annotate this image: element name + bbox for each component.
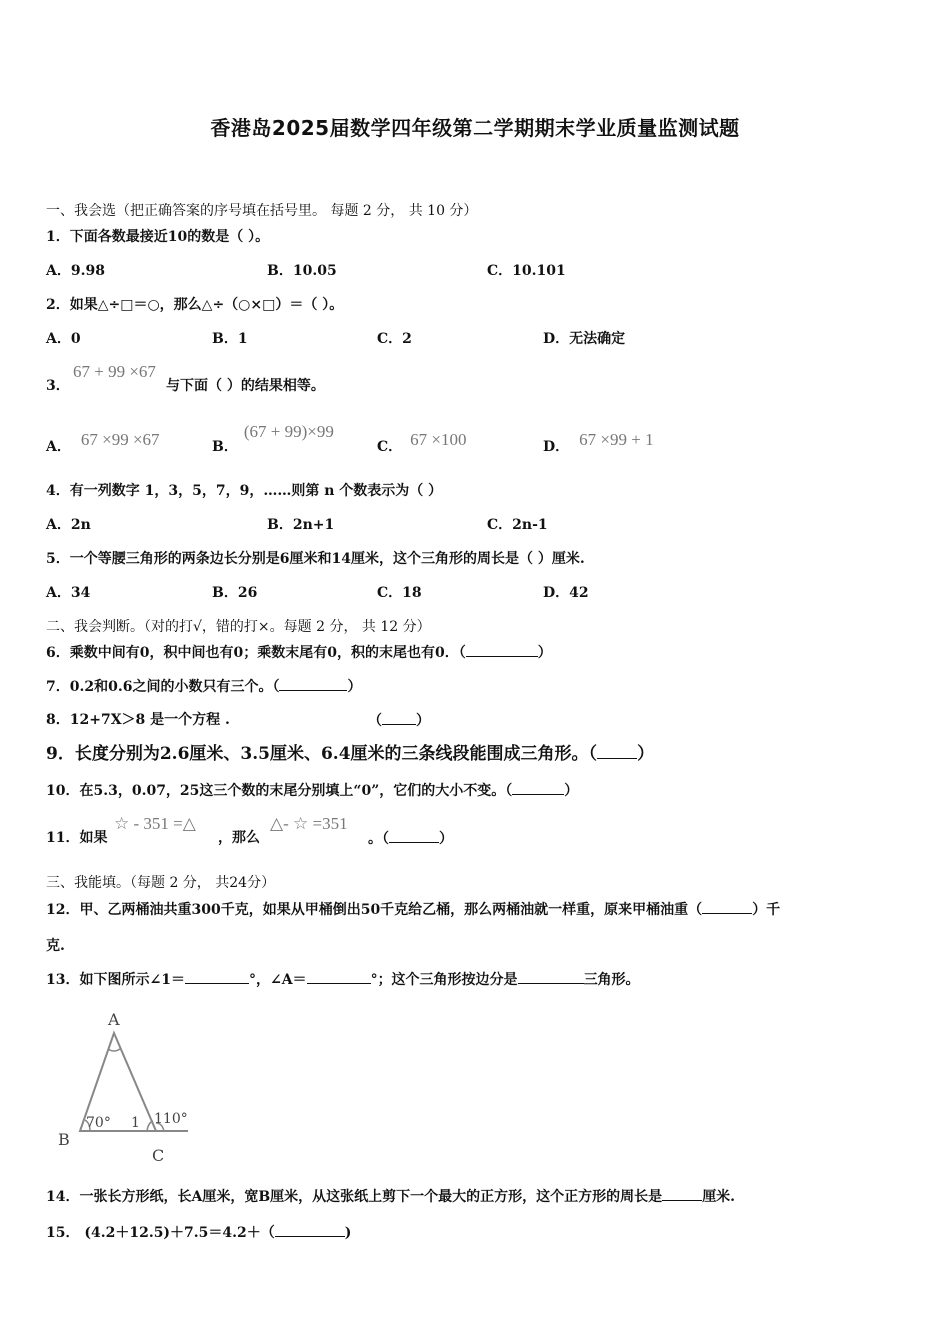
q1-option-b[interactable] xyxy=(267,261,337,281)
paren-close: ） xyxy=(637,744,655,764)
question-text: 9．长度分别为2.6厘米、3.5厘米、6.4厘米的三条线段能围成三角形。（ xyxy=(46,744,598,764)
option-value: 34 xyxy=(70,585,91,601)
option-letter: D． xyxy=(543,331,570,347)
question-13 xyxy=(46,969,640,990)
option-value: 2n+1 xyxy=(292,517,335,533)
option-value: 67 ×100 xyxy=(410,430,467,449)
answer-blank-angle-1[interactable] xyxy=(185,969,249,984)
option-value: 2n xyxy=(70,517,91,533)
question-text: 11．如果 xyxy=(46,830,108,846)
question-2: 2．如果△÷□＝○，那么△÷（○×□）＝（ ）。 xyxy=(46,297,344,313)
answer-blank-angle-a[interactable] xyxy=(307,969,371,984)
q2-option-b[interactable] xyxy=(212,329,248,349)
answer-blank[interactable] xyxy=(389,828,439,843)
option-letter: B． xyxy=(212,585,238,601)
q3-option-a[interactable] xyxy=(46,430,160,460)
answer-blank-triangle-type[interactable] xyxy=(518,969,584,984)
angle-b-label: 70° xyxy=(86,1115,111,1131)
q2-option-d[interactable] xyxy=(543,329,625,349)
question-number: 3． xyxy=(46,378,70,394)
option-letter: C． xyxy=(377,331,403,347)
q4-option-c[interactable] xyxy=(487,515,548,535)
question-text: ，那么 xyxy=(218,830,260,846)
question-text: 13．如下图所示∠1＝ xyxy=(46,972,185,988)
paren-close: ) xyxy=(344,1225,352,1241)
section-3-heading: 三、我能填。（每题 2 分， 共24分） xyxy=(46,875,276,891)
option-value: 67 ×99 ×67 xyxy=(80,430,160,449)
section-2-heading: 二、我会判断。（对的打√，错的打×。每题 2 分， 共 12 分） xyxy=(46,619,431,635)
answer-blank[interactable] xyxy=(466,642,538,657)
option-value: 9.98 xyxy=(70,263,105,279)
option-letter: B． xyxy=(212,331,238,347)
answer-blank[interactable] xyxy=(702,899,752,914)
q3-option-b[interactable] xyxy=(212,422,334,458)
answer-blank[interactable] xyxy=(512,780,564,795)
exterior-angle-label: 110° xyxy=(154,1111,188,1127)
option-value: 2n-1 xyxy=(512,517,548,533)
q1-option-c[interactable] xyxy=(487,261,566,281)
question-text: °，∠A＝ xyxy=(248,972,307,988)
question-12-continued: 克. xyxy=(46,938,65,954)
question-4: 4．有一列数字 1，3，5，7，9，……则第 n 个数表示为（ ） xyxy=(46,483,443,499)
q5-option-d[interactable] xyxy=(543,583,589,603)
paren-close: ） xyxy=(564,783,579,799)
option-value: 26 xyxy=(237,585,258,601)
paren-close: ） xyxy=(537,645,552,661)
paren-close: ） xyxy=(416,713,430,729)
question-text: 12．甲、乙两桶油共重300千克，如果从甲桶倒出50千克给乙桶，那么两桶油就一样重，原来甲桶油重（ xyxy=(46,902,703,918)
answer-blank[interactable] xyxy=(279,676,347,691)
option-letter: A． xyxy=(46,331,71,347)
option-letter: C． xyxy=(377,439,403,455)
triangle-figure xyxy=(52,1005,202,1165)
paren-close: ）千 xyxy=(752,902,781,918)
question-1: 1．下面各数最接近10的数是（ ）。 xyxy=(46,229,270,245)
option-letter: C． xyxy=(487,517,513,533)
q5-option-c[interactable] xyxy=(377,583,422,603)
question-6 xyxy=(46,642,552,663)
question-12 xyxy=(46,899,780,920)
q8-answer xyxy=(368,710,430,731)
option-value: 67 ×99 + 1 xyxy=(579,430,654,449)
paren-close: ） xyxy=(347,679,362,695)
option-letter: A． xyxy=(46,439,71,455)
option-letter: A． xyxy=(46,517,71,533)
option-letter: D． xyxy=(543,585,570,601)
vertex-c-label: C xyxy=(152,1146,165,1165)
option-value: 2 xyxy=(402,331,412,347)
question-text: 6．乘数中间有0，积中间也有0；乘数末尾有0，积的末尾也有0．（ xyxy=(46,645,466,661)
math-expression: △- ☆ =351 xyxy=(270,814,348,833)
angle-1-label: 1 xyxy=(131,1115,140,1131)
paren-open: 。（ xyxy=(368,831,389,847)
option-letter: C． xyxy=(377,585,403,601)
question-text: 14．一张长方形纸，长A厘米，宽B厘米，从这张纸上剪下一个最大的正方形，这个正方形的周长是 xyxy=(46,1189,663,1205)
question-5: 5．一个等腰三角形的两条边长分别是6厘米和14厘米，这个三角形的周长是（ ）厘米. xyxy=(46,551,585,567)
q2-option-a[interactable] xyxy=(46,329,81,349)
answer-blank[interactable] xyxy=(275,1222,345,1237)
q3-option-d[interactable] xyxy=(543,430,654,460)
option-value: 42 xyxy=(569,585,589,601)
question-15 xyxy=(46,1222,351,1243)
option-letter: A． xyxy=(46,585,71,601)
paren-open: （ xyxy=(368,713,382,729)
question-9 xyxy=(46,744,654,764)
question-text: 10．在5.3，0.07，25这三个数的末尾分别填上“0”，它们的大小不变。（ xyxy=(46,783,513,799)
question-text: 三角形。 xyxy=(583,972,640,988)
question-text: 厘米. xyxy=(702,1189,736,1205)
q4-option-a[interactable] xyxy=(46,515,91,535)
math-expression: ☆ - 351 =△ xyxy=(114,814,196,833)
question-14 xyxy=(46,1186,735,1207)
option-value: 10.05 xyxy=(292,263,337,279)
q3-option-c[interactable] xyxy=(377,430,467,460)
vertex-b-label: B xyxy=(58,1130,70,1149)
q1-option-a[interactable] xyxy=(46,261,105,281)
option-value: 10.101 xyxy=(512,263,566,279)
option-letter: B． xyxy=(267,263,293,279)
answer-blank[interactable] xyxy=(382,710,416,725)
q5-option-a[interactable] xyxy=(46,583,90,603)
question-text: 15． (4.2＋12.5)＋7.5＝4.2＋（ xyxy=(46,1225,275,1241)
option-value: (67 + 99)×99 xyxy=(243,422,334,441)
option-letter: B． xyxy=(267,517,293,533)
answer-blank[interactable] xyxy=(662,1186,702,1201)
option-value: 1 xyxy=(237,331,248,347)
q2-option-c[interactable] xyxy=(377,329,412,349)
q5-option-b[interactable] xyxy=(212,583,257,603)
angle-a-arc xyxy=(108,1049,120,1051)
option-letter: D． xyxy=(543,439,570,455)
option-value: 无法确定 xyxy=(569,331,626,347)
q4-option-b[interactable] xyxy=(267,515,334,535)
question-7 xyxy=(46,676,361,697)
question-10 xyxy=(46,780,578,801)
q11-answer xyxy=(368,828,453,849)
option-letter: A． xyxy=(46,263,71,279)
question-8 xyxy=(46,710,430,730)
question-text: 与下面（ ）的结果相等。 xyxy=(166,378,325,394)
vertex-a-label: A xyxy=(108,1010,120,1029)
page-title: 香港岛2025届数学四年级第二学期期末学业质量监测试题 xyxy=(210,116,740,140)
option-value: 18 xyxy=(402,585,422,601)
section-1-heading: 一、我会选（把正确答案的序号填在括号里。 每题 2 分， 共 10 分） xyxy=(46,203,478,219)
option-letter: C． xyxy=(487,263,513,279)
option-letter: B． xyxy=(212,439,238,455)
question-text: 7．0.2和0.6之间的小数只有三个。（ xyxy=(46,679,280,695)
question-text: °；这个三角形按边分是 xyxy=(370,972,518,988)
paren-close: ） xyxy=(439,831,453,847)
math-expression: 67 + 99 ×67 xyxy=(73,362,156,381)
option-value: 0 xyxy=(70,331,81,347)
answer-blank[interactable] xyxy=(597,744,637,759)
question-text: 8．12+7X＞8 是一个方程 . xyxy=(46,712,230,728)
